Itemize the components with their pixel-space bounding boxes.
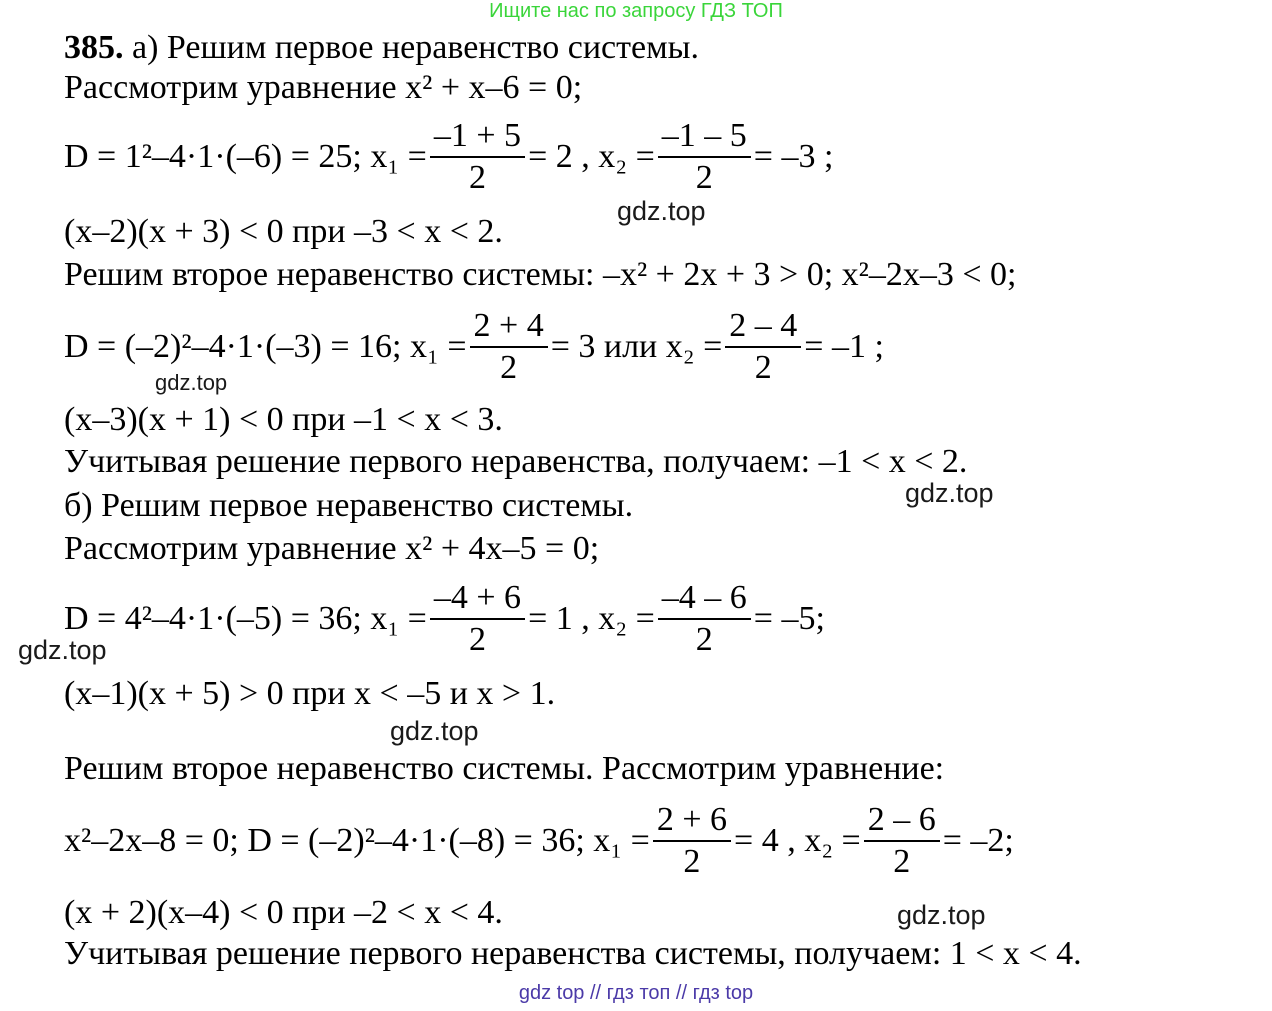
fraction-denominator: 2 xyxy=(468,621,486,658)
fraction-numerator: 2 – 4 xyxy=(725,306,801,348)
part-a-equation-line: Рассмотрим уравнение x² + x–6 = 0; xyxy=(64,69,583,106)
fraction xyxy=(430,116,525,198)
formula-text: = 1 , x₂ = xyxy=(528,600,655,637)
bottom-watermark: gdz top // гдз топ // гдз top xyxy=(518,982,754,1004)
formula-text: = 4 , x₂ = xyxy=(734,822,861,859)
fraction xyxy=(658,116,751,198)
formula-text: = –3 ; xyxy=(753,138,834,175)
fraction-denominator: 2 xyxy=(683,843,701,880)
fraction-numerator: 2 – 6 xyxy=(864,800,940,842)
fraction-numerator: –1 – 5 xyxy=(658,116,751,158)
part-b-discriminant-formula xyxy=(64,578,825,660)
part-a-discriminant-formula xyxy=(64,116,833,198)
formula-text: = 2 , x₂ = xyxy=(528,138,655,175)
gdz-watermark: gdz.top xyxy=(897,900,986,930)
fraction-denominator: 2 xyxy=(468,159,486,196)
fraction-denominator: 2 xyxy=(754,349,772,386)
fraction-denominator: 2 xyxy=(893,843,911,880)
fraction-denominator: 2 xyxy=(695,621,713,658)
formula-text: = –1 ; xyxy=(804,328,884,365)
formula-text: = –5; xyxy=(753,600,825,637)
formula-text: = –2; xyxy=(942,822,1014,859)
part-b-intro: б) Решим первое неравенство системы. xyxy=(64,487,634,524)
top-watermark: Ищите нас по запросу ГДЗ ТОП xyxy=(489,0,783,22)
fraction-numerator: 2 + 4 xyxy=(470,306,548,348)
part-b-second-inequality: Решим второе неравенство системы. Рассмотрим уравнение: xyxy=(64,750,945,787)
fraction-numerator: –4 + 6 xyxy=(430,578,525,620)
gdz-watermark: gdz.top xyxy=(905,478,994,508)
formula-text: = 3 или x₂ = xyxy=(550,328,723,365)
fraction xyxy=(725,306,801,388)
fraction-numerator: 2 + 6 xyxy=(653,800,731,842)
part-a-interval-1: (x–2)(x + 3) < 0 при –3 < x < 2. xyxy=(64,213,503,250)
gdz-watermark: gdz.top xyxy=(155,370,228,395)
part-a-second-inequality: Решим второе неравенство системы: –x² + 2x + 3 > 0; x²–2x–3 < 0; xyxy=(64,256,1017,293)
formula-text: D = 1²–4·1·(–6) = 25; x₁ = xyxy=(64,138,427,175)
part-a-answer: Учитывая решение первого неравенства, получаем: –1 < x < 2. xyxy=(64,443,968,480)
fraction-numerator: –1 + 5 xyxy=(430,116,525,158)
formula-text: D = 4²–4·1·(–5) = 36; x₁ = xyxy=(64,600,427,637)
problem-heading xyxy=(64,28,699,68)
fraction-denominator: 2 xyxy=(695,159,713,196)
part-b-discriminant-formula-2 xyxy=(64,800,1014,882)
fraction xyxy=(470,306,548,388)
part-b-answer: Учитывая решение первого неравенства системы, получаем: 1 < x < 4. xyxy=(64,935,1082,972)
part-b-interval-1: (x–1)(x + 5) > 0 при x < –5 и x > 1. xyxy=(64,675,556,712)
formula-text: x²–2x–8 = 0; D = (–2)²–4·1·(–8) = 36; x₁ = xyxy=(64,822,650,859)
part-a-interval-2: (x–3)(x + 1) < 0 при –1 < x < 3. xyxy=(64,401,503,438)
fraction xyxy=(864,800,940,882)
fraction xyxy=(658,578,751,660)
fraction-numerator: –4 – 6 xyxy=(658,578,751,620)
gdz-watermark: gdz.top xyxy=(617,196,706,226)
part-b-equation-line: Рассмотрим уравнение x² + 4x–5 = 0; xyxy=(64,530,600,567)
problem-number: 385. xyxy=(64,29,124,66)
fraction-denominator: 2 xyxy=(500,349,518,386)
fraction xyxy=(653,800,731,882)
gdz-watermark: gdz.top xyxy=(18,635,107,665)
part-b-interval-2: (x + 2)(x–4) < 0 при –2 < x < 4. xyxy=(64,894,503,931)
part-a-intro: а) Решим первое неравенство системы. xyxy=(123,29,699,66)
formula-text: D = (–2)²–4·1·(–3) = 16; x₁ = xyxy=(64,328,467,365)
gdz-watermark: gdz.top xyxy=(390,716,479,746)
fraction xyxy=(430,578,525,660)
